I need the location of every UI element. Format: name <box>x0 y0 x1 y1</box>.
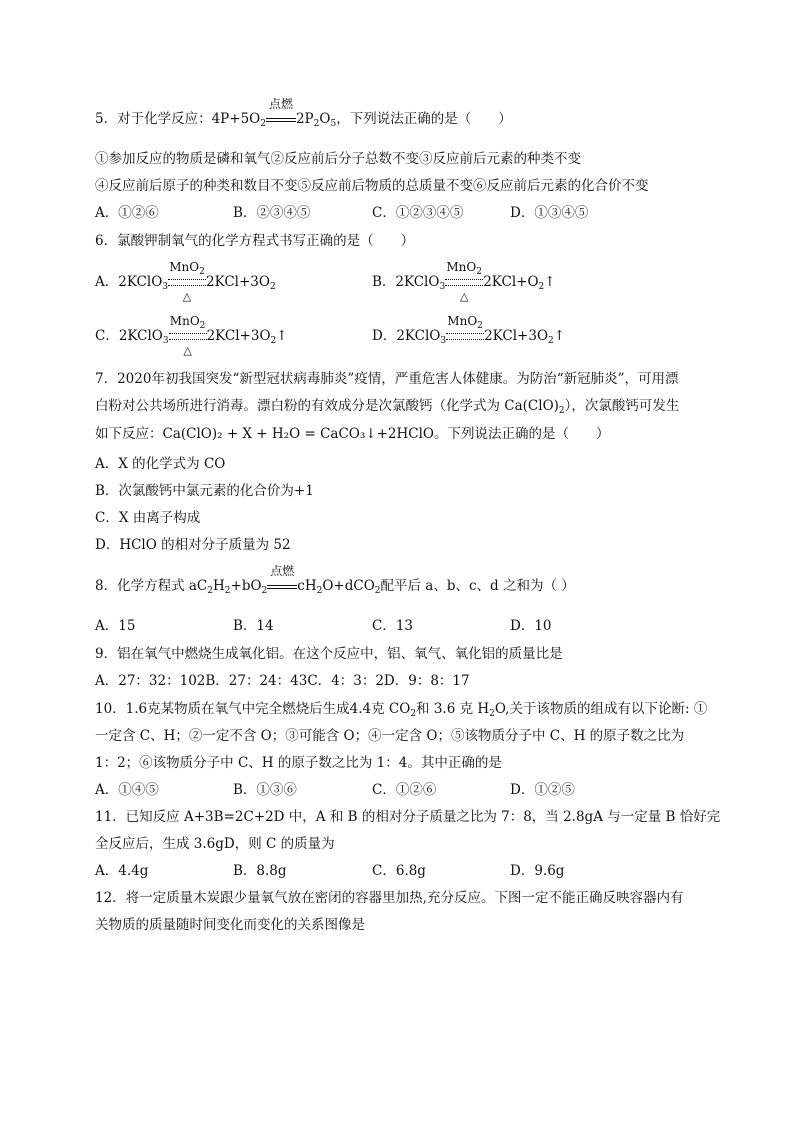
q8-option-b[interactable]: B．14 <box>233 618 274 634</box>
q5-option-a[interactable]: A．①②⑥ <box>95 205 159 221</box>
q5-option-d[interactable]: D．①③④⑤ <box>510 205 589 221</box>
q10-line1-post: O,关于该物质的组成有以下论断: ① <box>494 701 708 717</box>
q6-b-heat: △ <box>459 290 469 303</box>
q6-a-sub: 3 <box>162 282 169 292</box>
q8-h: H <box>213 578 225 594</box>
q5-items-line2: ④反应前后原子的种类和数目不变⑤反应前后物质的总质量不变⑥反应前后元素的化合价不变 <box>95 178 649 194</box>
q6-stem: 6．氯酸钾制氧气的化学方程式书写正确的是（ ） <box>95 233 415 249</box>
q6-d-catalyst-text: MnO <box>447 314 478 328</box>
q6-c-heat: △ <box>183 344 192 357</box>
q10-option-b[interactable]: B．①③⑥ <box>233 782 297 798</box>
q8-option-a[interactable]: A．15 <box>95 618 136 634</box>
q6-c-catalyst-sub: 2 <box>199 321 206 331</box>
q6-c-catalyst <box>169 312 207 330</box>
q6-b-right: 2KCl+O <box>483 274 539 290</box>
q11-line1: 11．已知反应 A+3B=2C+2D 中，A 和 B 的相对分子质量之比为 7：8，当 2.8gA 与一定量 B 恰好完 <box>95 809 721 825</box>
q6-b-sub: 3 <box>439 282 446 292</box>
q7-line2 <box>95 397 679 415</box>
q5-text-after: 2P <box>295 111 314 127</box>
q8-condition <box>267 564 297 595</box>
q7-line2-text: 白粉对公共场所进行消毒。漂白粉的有效成分是次氯酸钙（化学式为 Ca(ClO) <box>95 398 559 414</box>
q6-option-b[interactable] <box>372 260 556 303</box>
q5-option-c[interactable]: C．①②③④⑤ <box>372 205 464 221</box>
q6-b-tail: ↑ <box>544 274 556 290</box>
q5-text-o: O <box>319 111 331 127</box>
q8-option-c[interactable]: C．13 <box>372 618 414 634</box>
q12-line1: 12．将一定质量木炭跟少量氧气放在密闭的容器里加热,充分反应。下图一定不能正确反映容器内有 <box>95 890 684 906</box>
q8-plus-b: +bO <box>230 578 262 594</box>
q9-options[interactable]: A．27：32：102B．27：24：43C．4：3：2D．9：8：17 <box>95 673 470 689</box>
q6-c-arrow <box>169 333 207 340</box>
q6-a-heat: △ <box>182 290 192 303</box>
q10-line3: 1：2；⑥该物质分子中 C、H 的原子数之比为 1：4。其中正确的是 <box>95 755 502 771</box>
q7-equation: Ca(ClO)₂ + X + H₂O = CaCO₃↓+2HClO <box>162 426 434 442</box>
q6-d-catalyst <box>446 312 484 330</box>
q11-option-c[interactable]: C．6.8g <box>372 863 426 879</box>
q10-co-sub: 2 <box>410 709 417 719</box>
q10-line1 <box>95 700 707 718</box>
q10-line1-pre: 10．1.6克某物质在氧气中完全燃烧后生成4.4克 CO <box>95 701 411 717</box>
q6-c-right-sub: 2 <box>270 336 277 346</box>
q10-h-sub: 2 <box>489 709 495 719</box>
q8-h2-sub: 2 <box>316 586 323 596</box>
q6-c-label: C．2KClO <box>95 328 163 344</box>
q7-option-d[interactable]: D．HClO 的相对分子质量为 52 <box>95 537 291 553</box>
q6-b-arrow <box>445 279 483 286</box>
q6-b-right-sub: 2 <box>538 282 545 292</box>
q7-option-c[interactable]: C．X 由离子构成 <box>95 510 201 526</box>
q6-b-catalyst-sub: 2 <box>476 267 482 277</box>
q6-c-sub: 3 <box>162 336 169 346</box>
q12-line2: 关物质的质量随时间变化而变化的关系图像是 <box>95 917 365 933</box>
q6-a-catalyst <box>168 258 206 276</box>
q5-option-b[interactable]: B．②③④⑤ <box>233 205 311 221</box>
q5-equals-bar <box>266 118 296 122</box>
q6-a-right-sub: 2 <box>269 282 276 292</box>
q6-c-condition <box>169 314 207 357</box>
q10-option-a[interactable]: A．①④⑤ <box>95 782 159 798</box>
q10-line2: 一定含 C、H；②一定不含 O；③可能含 O；④一定含 O；⑤该物质分子中 C、H 的原子数之比为 <box>95 728 685 744</box>
q6-c-tail: ↑ <box>276 328 288 344</box>
q6-d-label: D．2KClO <box>372 328 441 344</box>
q6-d-arrow <box>446 333 484 340</box>
q6-option-c[interactable] <box>95 314 288 357</box>
q5-items-line1: ①参加反应的物质是磷和氧气②反应前后分子总数不变③反应前后元素的种类不变 <box>95 151 581 167</box>
q6-b-catalyst-text: MnO <box>446 260 477 274</box>
q6-b-catalyst <box>445 258 483 276</box>
q6-d-right-sub: 2 <box>548 336 554 346</box>
q6-a-label: A．2KClO <box>95 274 163 290</box>
q8-option-d[interactable]: D．10 <box>510 618 552 634</box>
q11-option-a[interactable]: A．4.4g <box>95 863 149 879</box>
q7-line3 <box>95 425 609 443</box>
q11-line2: 全反应后，生成 3.6gD，则 C 的质量为 <box>95 836 335 852</box>
q8-cond-label: 点燃 <box>270 564 295 578</box>
q8-o-sub: 2 <box>261 586 268 596</box>
q8-suffix: 配平后 a、b、c、d 之和为（ ） <box>380 578 575 594</box>
q5-text-prefix: 5．对于化学反应：4P+5O <box>95 111 261 127</box>
q5-condition <box>266 97 296 128</box>
q5-sub-o5: 5 <box>330 119 337 129</box>
q6-a-arrow <box>168 279 206 286</box>
q5-stem <box>95 97 512 129</box>
q6-a-condition <box>168 260 206 303</box>
q5-sub: 2 <box>260 119 266 129</box>
q6-option-a[interactable] <box>95 260 276 303</box>
q10-option-d[interactable]: D．①②⑤ <box>510 782 575 798</box>
q8-stem <box>95 564 575 596</box>
q7-line3-post: 。下列说法正确的是（ ） <box>433 426 610 442</box>
q8-co-sub: 2 <box>374 586 381 596</box>
q6-d-right: 2KCl+3O <box>484 328 549 344</box>
q6-c-catalyst-text: MnO <box>169 314 200 328</box>
q6-b-condition <box>445 260 483 303</box>
q6-b-label: B．2KClO <box>372 274 440 290</box>
q8-h-sub: 2 <box>224 586 231 596</box>
q6-a-right: 2KCl+3O <box>206 274 270 290</box>
q6-a-catalyst-text: MnO <box>169 260 200 274</box>
q5-cond-label: 点燃 <box>268 97 293 111</box>
q6-a-catalyst-sub: 2 <box>199 267 205 277</box>
q7-line1: 7．2020年初我国突发“新型冠状病毒肺炎”疫情，严重危害人体健康。为防治“新冠肺炎”，可用漂 <box>95 371 679 387</box>
q7-option-b[interactable]: B．次氯酸钙中氯元素的化合价为+1 <box>95 483 314 499</box>
q11-option-d[interactable]: D．9.6g <box>510 863 565 879</box>
q6-c-right: 2KCl+3O <box>206 328 271 344</box>
q7-line3-pre: 如下反应： <box>95 426 163 442</box>
q5-sub-p: 2 <box>313 119 320 129</box>
q9-stem: 9．铝在氧气中燃烧生成氧化铝。在这个反应中，铝、氧气、氧化铝的质量比是 <box>95 646 563 662</box>
q6-d-sub: 3 <box>440 336 447 346</box>
q6-d-catalyst-sub: 2 <box>477 321 483 331</box>
q6-d-condition <box>446 314 484 345</box>
q10-option-c[interactable]: C．①②⑥ <box>372 782 437 798</box>
q7-line2-tail: ），次氯酸钙可发生 <box>564 398 680 414</box>
q5-text-suffix: ，下列说法正确的是（ ） <box>336 111 512 127</box>
q6-option-d[interactable] <box>372 314 566 346</box>
q6-d-tail: ↑ <box>553 328 566 344</box>
q8-prefix: 8．化学方程式 aC <box>95 578 208 594</box>
q8-c-sub: 2 <box>207 586 213 596</box>
q11-option-b[interactable]: B．8.8g <box>233 863 287 879</box>
q7-option-a[interactable]: A．X 的化学式为 CO <box>95 456 226 472</box>
q10-line1-mid: 和 3.6 克 H <box>416 701 490 717</box>
q8-after: cH <box>297 578 317 594</box>
q8-after2: O+dCO <box>322 578 375 594</box>
q7-line2-sub: 2 <box>558 406 565 416</box>
q8-equals-bar <box>267 585 297 589</box>
